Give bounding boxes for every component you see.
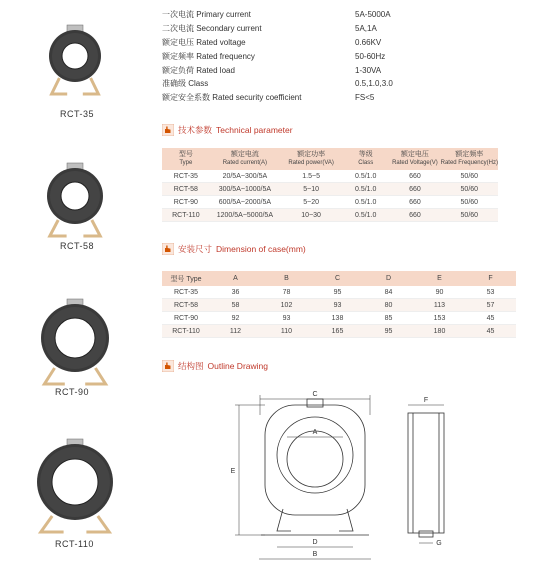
table-cell: 660: [389, 170, 440, 183]
table-row: [162, 312, 516, 325]
table-cell: 93: [312, 299, 363, 312]
product-label: RCT-90: [55, 387, 90, 397]
table-cell: 45: [465, 312, 516, 325]
hand-pointer-icon: [162, 243, 174, 255]
table-cell: RCT-110: [162, 209, 210, 222]
table-cell: 10~30: [280, 209, 342, 222]
product-1: [0, 22, 150, 104]
outline-label-b: B: [312, 551, 318, 558]
spec-value: 0.5,1.0,3.0: [355, 79, 393, 89]
table-cell: RCT-90: [162, 196, 210, 209]
technical-table: [162, 148, 498, 222]
table-cell: 78: [261, 286, 312, 299]
technical-table-header: [162, 148, 498, 170]
dimension-title-en: Dimension of case(mm): [216, 244, 306, 254]
table-cell: 660: [389, 183, 440, 196]
outline-title-cn: 结构图: [178, 361, 204, 371]
technical-header-cell: 额定电流 Rated current(A): [210, 148, 280, 170]
table-cell: RCT-110: [162, 325, 210, 338]
table-row: [162, 299, 516, 312]
dimension-header-cell: D: [363, 271, 414, 286]
table-cell: 5~20: [280, 196, 342, 209]
table-cell: 85: [363, 312, 414, 325]
spec-list: [162, 8, 532, 105]
table-cell: RCT-35: [162, 286, 210, 299]
outline-inner-hole: [287, 431, 343, 487]
spec-key: 额定频率 Rated frequency: [162, 51, 255, 61]
dimension-title-cn: 安装尺寸: [178, 244, 213, 254]
outline-label-g: G: [436, 540, 442, 547]
table-cell: 95: [363, 325, 414, 338]
table-cell: 5~10: [280, 183, 342, 196]
outline-section-header: [162, 360, 268, 372]
spec-value: 1-30VA: [355, 65, 382, 75]
technical-section-header: [162, 124, 293, 136]
product-4: [0, 436, 150, 542]
hand-pointer-icon: [162, 360, 174, 372]
table-row: [162, 209, 498, 222]
spec-value: FS<5: [355, 93, 375, 103]
product-label: RCT-110: [55, 539, 94, 549]
spec-row: [162, 91, 532, 105]
spec-value: 5A,1A: [355, 23, 377, 33]
outline-title-en: Outline Drawing: [207, 361, 268, 371]
outline-terminal: [307, 399, 323, 407]
table-cell: 84: [363, 286, 414, 299]
dimension-section-header: [162, 243, 306, 255]
spec-row: [162, 36, 532, 50]
technical-title-cn: 技术参数: [178, 125, 213, 135]
table-cell: 50/60: [441, 209, 498, 222]
table-row: [162, 325, 516, 338]
spec-row: [162, 77, 532, 91]
table-cell: 660: [389, 209, 440, 222]
table-cell: 110: [261, 325, 312, 338]
table-cell: 0.5/1.0: [342, 209, 389, 222]
product-3: [0, 296, 150, 394]
spec-key: 一次电流 Primary current: [162, 10, 251, 19]
dimension-table-header: [162, 271, 516, 286]
technical-header-cell: 等级 Class: [342, 148, 389, 170]
table-cell: RCT-90: [162, 312, 210, 325]
dimension-header-cell: B: [261, 271, 312, 286]
outline-label-f: F: [423, 397, 429, 404]
table-cell: RCT-58: [162, 299, 210, 312]
table-cell: 0.5/1.0: [342, 170, 389, 183]
dimension-header-cell: F: [465, 271, 516, 286]
outline-bracket-right: [339, 509, 353, 531]
table-row: [162, 183, 498, 196]
table-cell: 600/5A~2000/5A: [210, 196, 280, 209]
spec-row: [162, 8, 532, 22]
table-cell: 50/60: [441, 170, 498, 183]
outline-drawing: [225, 385, 465, 565]
table-cell: 36: [210, 286, 261, 299]
table-cell: 1200/5A~5000/5A: [210, 209, 280, 222]
table-cell: 300/5A~1000/5A: [210, 183, 280, 196]
table-cell: 92: [210, 312, 261, 325]
transformer-image: [0, 436, 150, 542]
table-cell: 138: [312, 312, 363, 325]
table-row: [162, 286, 516, 299]
spec-value: 0.66KV: [355, 37, 382, 47]
spec-key: 额定安全系数 Rated security coefficient: [162, 93, 302, 103]
table-cell: 53: [465, 286, 516, 299]
dimension-table: [162, 271, 516, 338]
spec-key: 额定负荷 Rated load: [162, 65, 235, 75]
table-cell: 80: [363, 299, 414, 312]
spec-row: [162, 64, 532, 78]
technical-header-cell: 型号 Type: [162, 148, 210, 170]
table-cell: 165: [312, 325, 363, 338]
spec-key: 准确级 Class: [162, 79, 209, 89]
table-cell: 20/5A~300/5A: [210, 170, 280, 183]
outline-bracket-left: [277, 509, 291, 531]
transformer-image: [0, 296, 150, 394]
table-cell: 112: [210, 325, 261, 338]
table-row: [162, 196, 498, 209]
table-cell: 0.5/1.0: [342, 196, 389, 209]
product-2: [0, 160, 150, 246]
technical-header-cell: 额定电压 Rated Voltage(V): [389, 148, 440, 170]
table-cell: 1.5~5: [280, 170, 342, 183]
dimension-header-cell: E: [414, 271, 465, 286]
table-cell: 113: [414, 299, 465, 312]
table-cell: 50/60: [441, 196, 498, 209]
table-cell: 153: [414, 312, 465, 325]
dimension-header-cell: 型号 Type: [162, 271, 210, 286]
dimension-header-cell: C: [312, 271, 363, 286]
table-cell: RCT-58: [162, 183, 210, 196]
table-cell: 90: [414, 286, 465, 299]
table-cell: 102: [261, 299, 312, 312]
outline-label-d: D: [312, 539, 318, 546]
table-cell: RCT-35: [162, 170, 210, 183]
technical-title-en: Technical parameter: [216, 125, 293, 135]
technical-header-cell: 额定功率 Rated power(VA): [280, 148, 342, 170]
spec-row: [162, 22, 532, 36]
outline-label-e: E: [230, 468, 236, 475]
table-cell: 93: [261, 312, 312, 325]
outline-label-a: A: [312, 429, 318, 436]
transformer-image: [0, 22, 150, 104]
table-cell: 50/60: [441, 183, 498, 196]
technical-header-cell: 额定频率 Rated Frequency(Hz): [441, 148, 498, 170]
dimension-header-cell: A: [210, 271, 261, 286]
table-cell: 58: [210, 299, 261, 312]
product-label: RCT-58: [60, 241, 95, 251]
transformer-image: [0, 160, 150, 246]
product-label: RCT-35: [60, 109, 95, 119]
table-cell: 95: [312, 286, 363, 299]
spec-key: 二次电流 Secondary current: [162, 23, 262, 33]
spec-row: [162, 50, 532, 64]
spec-value: 50-60Hz: [355, 51, 386, 61]
table-cell: 0.5/1.0: [342, 183, 389, 196]
spec-key: 额定电压 Rated voltage: [162, 37, 246, 47]
table-cell: 57: [465, 299, 516, 312]
outline-label-c: C: [312, 391, 318, 398]
table-cell: 180: [414, 325, 465, 338]
hand-pointer-icon: [162, 124, 174, 136]
outline-body: [265, 405, 365, 515]
table-cell: 660: [389, 196, 440, 209]
table-row: [162, 170, 498, 183]
spec-value: 5A-5000A: [355, 10, 391, 19]
table-cell: 45: [465, 325, 516, 338]
